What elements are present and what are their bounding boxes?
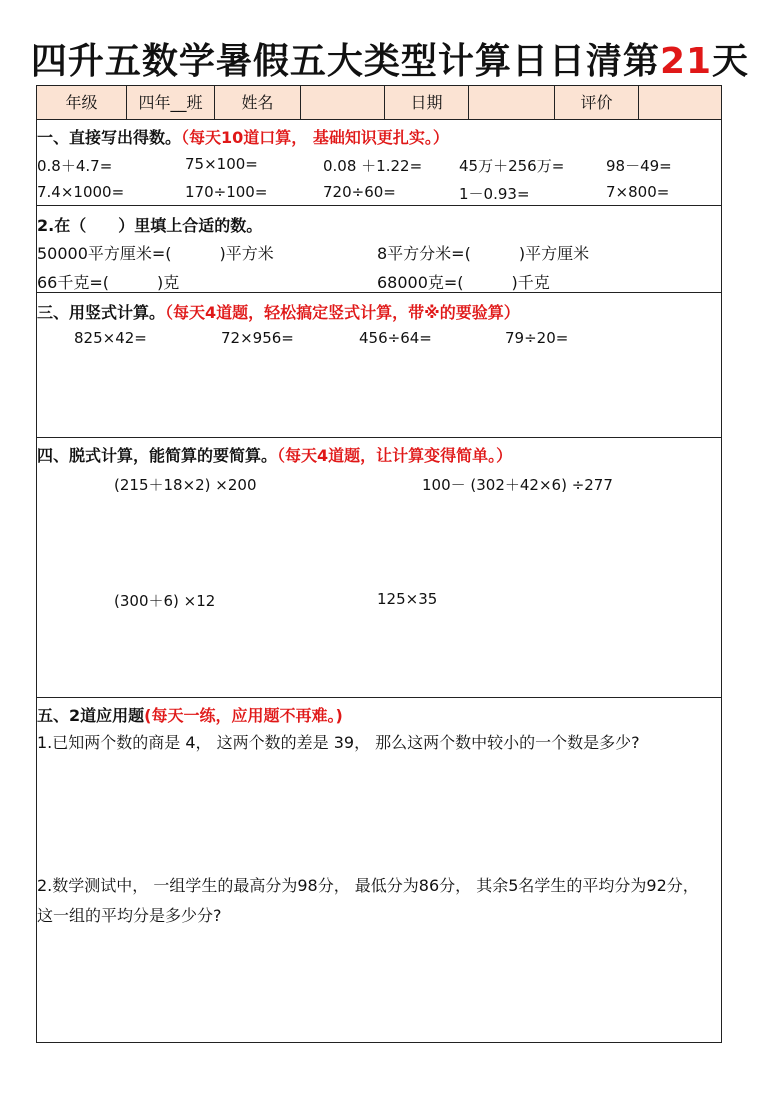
title-main: 四升五数学暑假五大类型计算日日清第 <box>30 41 660 82</box>
problem: 0.08 ＋1.22= <box>323 157 423 175</box>
title-suffix: 天 <box>712 41 750 82</box>
evaluation-label: 评价 <box>555 86 639 119</box>
problem: 50000平方厘米=( )平方米 <box>37 244 274 263</box>
section4-note: （每天4道题，让计算变得简单。） <box>277 446 513 465</box>
section4-heading <box>37 443 512 466</box>
section5-heading <box>37 703 343 726</box>
problem: (300＋6) ×12 <box>114 592 216 610</box>
title-day-number: 21 <box>659 41 713 82</box>
section1-title: 一、直接写出得数。 <box>37 128 182 147</box>
problem: (215＋18×2) ×200 <box>114 476 257 494</box>
date-label: 日期 <box>385 86 469 119</box>
problem: 1－0.93= <box>459 185 530 203</box>
section3-heading <box>37 300 520 323</box>
problem: 720÷60= <box>323 183 396 201</box>
problem: 456÷64= <box>359 329 432 347</box>
evaluation-field[interactable] <box>639 86 721 119</box>
problem: 75×100= <box>185 155 258 173</box>
date-field[interactable] <box>469 86 555 119</box>
problem: 79÷20= <box>505 329 569 347</box>
problem: 170÷100= <box>185 183 268 201</box>
problem: 8平方分米=( )平方厘米 <box>377 244 590 263</box>
section4-title: 四、脱式计算，能简算的要简算。 <box>37 446 278 465</box>
word-problem-1: 1.已知两个数的商是 4， 这两个数的差是 39， 那么这两个数中较小的一个数是多少? <box>37 733 640 752</box>
word-problem-2: 2.数学测试中， 一组学生的最高分为98分， 最低分为86分， 其余5名学生的平均分为92分， 这一组的平均分是多少分? <box>37 876 699 925</box>
problem: 7.4×1000= <box>37 183 125 201</box>
problem: 98－49= <box>606 157 672 175</box>
section2-title: 2.在（ ）里填上合适的数。 <box>37 216 263 235</box>
worksheet-title <box>0 34 780 90</box>
section3-title: 三、用竖式计算。 <box>37 303 166 322</box>
section3-note: （每天4道题，轻松搞定竖式计算，带※的要验算） <box>165 303 520 322</box>
section5-note: (每天一练，应用题不再难。) <box>144 706 343 725</box>
problem: 100－ (302＋42×6) ÷277 <box>422 476 613 494</box>
name-field[interactable] <box>301 86 385 119</box>
problem: 68000克=( )千克 <box>377 273 550 292</box>
section-mental-arithmetic <box>37 120 721 206</box>
problem: 0.8＋4.7= <box>37 157 113 175</box>
section-step-calculation <box>37 438 721 698</box>
problem: 125×35 <box>377 590 438 608</box>
section-vertical-calculation <box>37 293 721 438</box>
worksheet <box>36 85 722 1043</box>
problem: 7×800= <box>606 183 670 201</box>
info-header-row <box>37 86 721 120</box>
problem: 825×42= <box>74 329 147 347</box>
problem: 66千克=( )克 <box>37 273 180 292</box>
problem: 45万＋256万= <box>459 157 565 175</box>
grade-label: 年级 <box>37 86 127 119</box>
class-field[interactable]: 四年__班 <box>127 86 215 119</box>
section-word-problems <box>37 698 721 1042</box>
section1-heading <box>37 125 449 148</box>
problem: 72×956= <box>221 329 294 347</box>
section1-note: （每天10道口算， 基础知识更扎实。） <box>181 128 449 147</box>
name-label: 姓名 <box>215 86 301 119</box>
section5-title: 五、2道应用题 <box>37 706 145 725</box>
section-fill-in-units <box>37 206 721 293</box>
